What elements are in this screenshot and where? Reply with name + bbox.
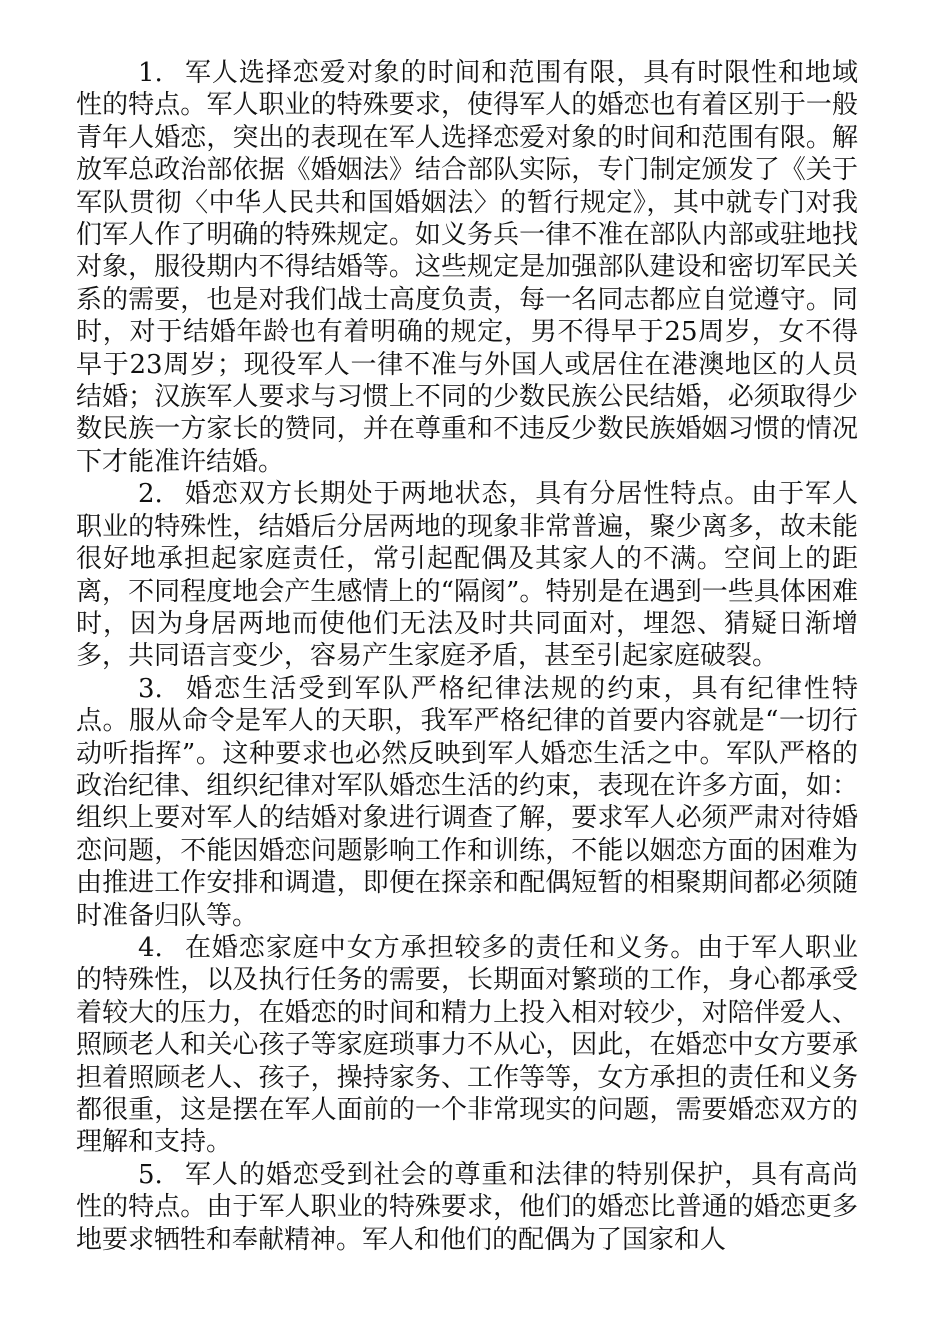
paragraph-4 bbox=[76, 932, 858, 1159]
paragraph-number: 5. bbox=[138, 1159, 163, 1190]
paragraph-3 bbox=[76, 673, 858, 932]
paragraph-1 bbox=[76, 57, 858, 478]
paragraph-number: 1. bbox=[138, 58, 163, 88]
paragraph-number: 2. bbox=[138, 479, 163, 510]
paragraph-text: 婚恋生活受到军队严格纪律法规的约束，具有纪律性特点。服从命令是军人的天职，我军严格纪律的首要内容就是“一切行动听指挥”。这种要求也必然反映到军人婚恋生活之中。军队严格的政治纪律、组织纪律对军队婚恋生活的约束，表现在许多方面，如：组织上要对军人的结婚对象进行调查了解，要求军人必须严肃对待婚恋问题，不能因婚恋问题影响工作和训练，不能以姻恋方面的困难为由推进工作安排和调遣，即便在探亲和配偶短暂的相聚期间都必须随时准备归队等。 bbox=[76, 673, 858, 931]
document-page bbox=[76, 57, 858, 1256]
paragraph-text: 婚恋双方长期处于两地状态，具有分居性特点。由于军人职业的特殊性，结婚后分居两地的现象非常普遍，聚少离多，故未能很好地承担起家庭责任，常引起配偶及其家人的不满。空间上的距离，不同程度地会产生感情上的“隔阂”。特别是在遇到一些具体困难时，因为身居两地而使他们无法及时共同面对，埋怨、猜疑日渐增多，共同语言变少，容易产生家庭矛盾，甚至引起家庭破裂。 bbox=[76, 479, 858, 672]
paragraph-number: 4. bbox=[138, 932, 163, 963]
paragraph-text: 军人的婚恋受到社会的尊重和法律的特别保护，具有高尚性的特点。由于军人职业的特殊要求，他们的婚恋比普通的婚恋更多地要求牺牲和奉献精神。军人和他们的配偶为了国家和人 bbox=[76, 1159, 858, 1255]
paragraph-5 bbox=[76, 1159, 858, 1256]
paragraph-number: 3. bbox=[138, 673, 163, 704]
paragraph-text: 在婚恋家庭中女方承担较多的责任和义务。由于军人职业的特殊性，以及执行任务的需要，长期面对繁琐的工作，身心都承受着较大的压力，在婚恋的时间和精力上投入相对较少，对陪伴爱人、照顾老人和关心孩子等家庭琐事力不从心，因此，在婚恋中女方要承担着照顾老人、孩子，操持家务、工作等等，女方承担的责任和义务都很重，这是摆在军人面前的一个非常现实的问题，需要婚恋双方的理解和支持。 bbox=[76, 932, 858, 1158]
paragraph-2 bbox=[76, 478, 858, 672]
paragraph-text: 军人选择恋爱对象的时间和范围有限，具有时限性和地域性的特点。军人职业的特殊要求，使得军人的婚恋也有着区别于一般青年人婚恋，突出的表现在军人选择恋爱对象的时间和范围有限。解放军总政治部依据《婚姻法》结合部队实际，专门制定颁发了《关于军队贯彻〈中华人民共和国婚姻法〉的暂行规定》，其中就专门对我们军人作了明确的特殊规定。如义务兵一律不准在部队内部或驻地找对象，服役期内不得结婚等。这些规定是加强部队建设和密切军民关系的需要，也是对我们战士高度负责，每一名同志都应自觉遵守。同时，对于结婚年龄也有着明确的规定，男不得早于25周岁，女不得早于23周岁；现役军人一律不准与外国人或居住在港澳地区的人员结婚；汉族军人要求与习惯上不同的少数民族公民结婚，必须取得少数民族一方家长的赞同，并在尊重和不违反少数民族婚姻习惯的情况下才能准许结婚。 bbox=[76, 58, 858, 477]
